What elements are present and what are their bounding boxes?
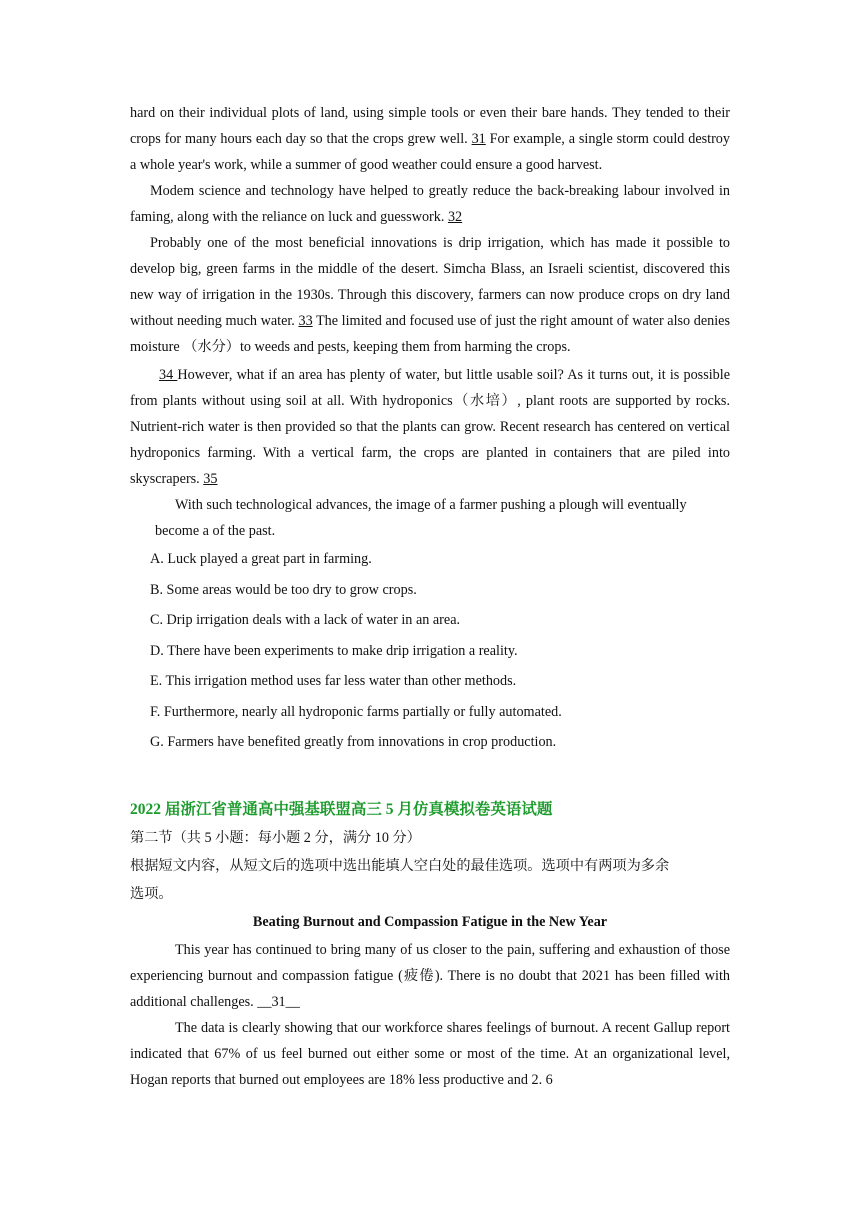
document-page bbox=[130, 100, 730, 1093]
blank-33: 33 bbox=[298, 313, 313, 329]
article-paragraph-1: This year has continued to bring many of us closer to the pain, suffering and exhaustion of those experiencing burnout and compassion fatigue (疲倦). There is no doubt that 2021 has been filled with additional challenges. __31__ bbox=[130, 941, 730, 1010]
section-info: 第二节（共 5 小题：每小题 2 分，满分 10 分） bbox=[130, 829, 421, 846]
option-d: D. There have been experiments to make drip irrigation a reality. bbox=[150, 642, 518, 659]
option-g: G. Farmers have benefited greatly from innovations in crop production. bbox=[150, 734, 557, 750]
option-f: F. Furthermore, nearly all hydroponic farms partially or fully automated. bbox=[150, 703, 562, 720]
blank-32: 32 bbox=[447, 209, 463, 225]
paragraph-3: Probably one of the most beneficial innovations is drip irrigation, which has made it possible to develop big, green farms in the middle of the desert. Simcha Blass, an Israeli scientist, discovered this new way of irrigation in the 1930s. Through this discovery, farmers can now produce crops on dry land without needing much water. 33 The limited and focused use of just the right amount of water also denies moisture （水分）to weeds and pests, keeping them from harming the crops. bbox=[130, 235, 731, 355]
paragraph-2: Modem science and technology have helped to greatly reduce the back-breaking labour involved in faming, along with the reliance on luck and guesswork. 32 bbox=[130, 183, 730, 225]
paragraph-1: hard on their individual plots of land, using simple tools or even their bare hands. They tended to their crops for many hours each day so that the crops grew well. 31 For example, a single storm could destroy a whole year's work, while a summer of good weather could ensure a good harvest. bbox=[130, 105, 730, 173]
instruction-line-1: 根据短文内容，从短文后的选项中选出能填人空白处的最佳选项。选项中有两项为多余 bbox=[130, 857, 670, 874]
article-title: Beating Burnout and Compassion Fatigue in the New Year bbox=[252, 913, 608, 930]
option-a: A. Luck played a great part in farming. bbox=[150, 551, 372, 567]
paragraph-5-cont: become a of the past. bbox=[155, 523, 276, 539]
blank-34: 34 bbox=[159, 367, 178, 383]
instruction-line-2: 选项。 bbox=[130, 885, 173, 902]
option-c: C. Drip irrigation deals with a lack of water in an area. bbox=[150, 612, 461, 628]
blank-31: 31 bbox=[471, 131, 486, 147]
option-b: B. Some areas would be too dry to grow crops. bbox=[150, 581, 417, 598]
blank-35: 35 bbox=[203, 471, 218, 487]
option-e: E. This irrigation method uses far less water than other methods. bbox=[150, 673, 517, 689]
paragraph-5: With such technological advances, the image of a farmer pushing a plough will eventually bbox=[175, 497, 687, 513]
article-paragraph-2: The data is clearly showing that our workforce shares feelings of burnout. A recent Gallup report indicated that 67% of us feel burned out either some or most of the time. At an organizational level, Hogan reports that burned out employees are 18% less productive and 2. 6 bbox=[130, 1019, 730, 1088]
options-list bbox=[130, 544, 730, 758]
exam-title: 2022 届浙江省普通高中强基联盟高三 5 月仿真模拟卷英语试题 bbox=[130, 800, 553, 818]
paragraph-4: 34 However, what if an area has plenty of water, but little usable soil? As it turns out, it is possible from plants without using soil at all. With hydroponics（水培）, plant roots are supported by rocks. Nutrient-rich water is then provided so that the plants can grow. Recent research has centered on vertical hydroponics farming. With a vertical farm, the crops are planted in containers that are piled into skyscrapers. 35 bbox=[130, 367, 730, 487]
